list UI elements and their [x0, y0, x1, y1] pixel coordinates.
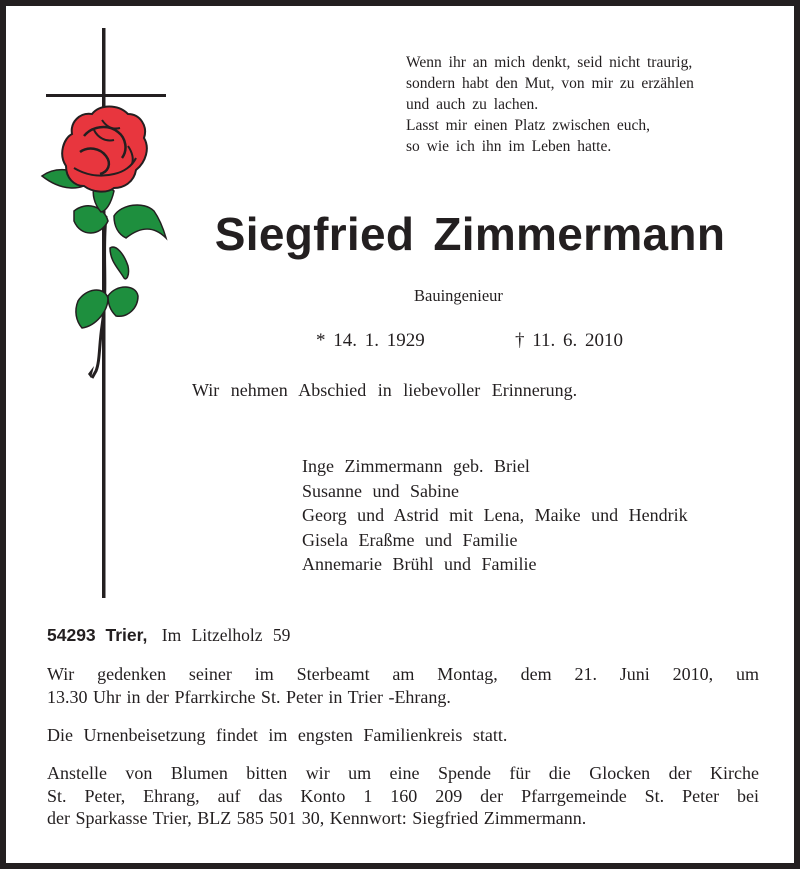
mourner: Annemarie Brühl und Familie [302, 554, 537, 574]
cross-with-rose-icon [36, 26, 176, 606]
paragraph-line: St. Peter, Ehrang, auf das Konto 1 160 209 der Pfarrgemeinde St. Peter bei [47, 785, 759, 806]
poem-line: und auch zu lachen. [406, 96, 539, 113]
mourner: Georg und Astrid mit Lena, Maike und Hendrik [302, 505, 688, 525]
deceased-name: Siegfried Zimmermann [214, 208, 726, 260]
profession: Bauingenieur [414, 286, 503, 305]
poem [406, 52, 694, 157]
poem-line: so wie ich ihn im Leben hatte. [406, 138, 612, 155]
poem-line: Wenn ihr an mich denkt, seid nicht traurig, [406, 54, 693, 71]
mourner: Gisela Eraßme und Familie [302, 529, 518, 550]
service-paragraph [47, 663, 759, 708]
burial-paragraph [47, 724, 759, 747]
address-city: 54293 Trier, [47, 625, 148, 645]
paragraph-line: 13.30 Uhr in der Pfarrkirche St. Peter in Trier -Ehrang. [47, 686, 451, 707]
paragraph-line: Die Urnenbeisetzung findet im engsten Familienkreis statt. [47, 725, 508, 745]
address-street: Im Litzelholz 59 [161, 625, 291, 645]
paragraph-line: der Sparkasse Trier, BLZ 585 501 30, Kennwort: Siegfried Zimmermann. [47, 808, 587, 828]
death-date: † 11. 6. 2010 [515, 330, 624, 351]
poem-line: sondern habt den Mut, von mir zu erzählen [406, 75, 694, 92]
farewell-text: Wir nehmen Abschied in liebevoller Erinnerung. [192, 380, 578, 400]
poem-line: Lasst mir einen Platz zwischen euch, [406, 117, 650, 134]
paragraph-line: Anstelle von Blumen bitten wir um eine Spende für die Glocken der Kirche [47, 763, 759, 783]
paragraph-line: Wir gedenken seiner im Sterbeamt am Montag, dem 21. Juni 2010, um [47, 664, 759, 684]
mourners-list [302, 454, 688, 577]
mourner: Inge Zimmermann geb. Briel [302, 456, 530, 476]
birth-date: * 14. 1. 1929 [316, 330, 425, 351]
mourner: Susanne und Sabine [302, 480, 459, 501]
address [47, 625, 290, 646]
donation-paragraph [47, 762, 759, 830]
